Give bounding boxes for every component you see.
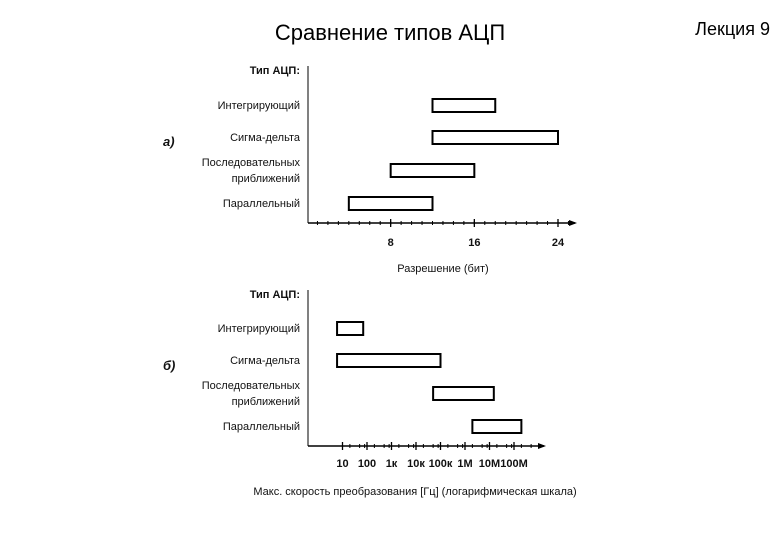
category-label: Интегрирующий: [217, 100, 300, 112]
category-label: Последовательных: [201, 157, 300, 169]
tick-label: 100М: [500, 458, 528, 470]
lecture-number: Лекция 9: [695, 19, 770, 39]
tick-label: 8: [387, 237, 394, 249]
x-axis-arrow: [538, 443, 546, 449]
category-label: Интегрирующий: [217, 323, 300, 335]
range-bar: [337, 322, 363, 335]
chart-header: Тип АЦП:: [249, 289, 300, 301]
tick-label: 10М: [478, 458, 501, 470]
range-bar: [349, 197, 433, 210]
x-axis-title: Макс. скорость преобразования [Гц] (логарифмическая шкала): [253, 486, 577, 498]
tick-label: 24: [551, 237, 565, 249]
range-bar: [433, 99, 496, 112]
tick-label: 100: [357, 458, 377, 470]
x-axis-title: Разрешение (бит): [397, 263, 489, 275]
category-label: Сигма-дельта: [230, 132, 300, 144]
tick-label: 10к: [407, 458, 425, 470]
range-bar: [391, 164, 475, 177]
tick-label: 1М: [457, 458, 473, 470]
range-bar: [337, 354, 440, 367]
chart-header: Тип АЦП:: [249, 65, 300, 77]
category-label: приближений: [231, 173, 300, 185]
range-bar: [472, 420, 521, 433]
panel-label: б): [163, 358, 176, 373]
range-bar: [433, 387, 494, 400]
tick-label: 10: [336, 458, 349, 470]
category-label: Сигма-дельта: [230, 355, 300, 367]
category-label: приближений: [231, 396, 300, 408]
tick-label: 100к: [428, 458, 453, 470]
category-label: Параллельный: [222, 198, 300, 210]
slide-title: Сравнение типов АЦП: [274, 20, 506, 45]
panel-label: а): [163, 134, 175, 149]
x-axis-arrow: [569, 220, 577, 226]
range-bar: [433, 131, 559, 144]
tick-label: 1к: [385, 458, 398, 470]
tick-label: 16: [468, 237, 481, 249]
category-label: Последовательных: [201, 380, 300, 392]
category-label: Параллельный: [222, 421, 300, 433]
